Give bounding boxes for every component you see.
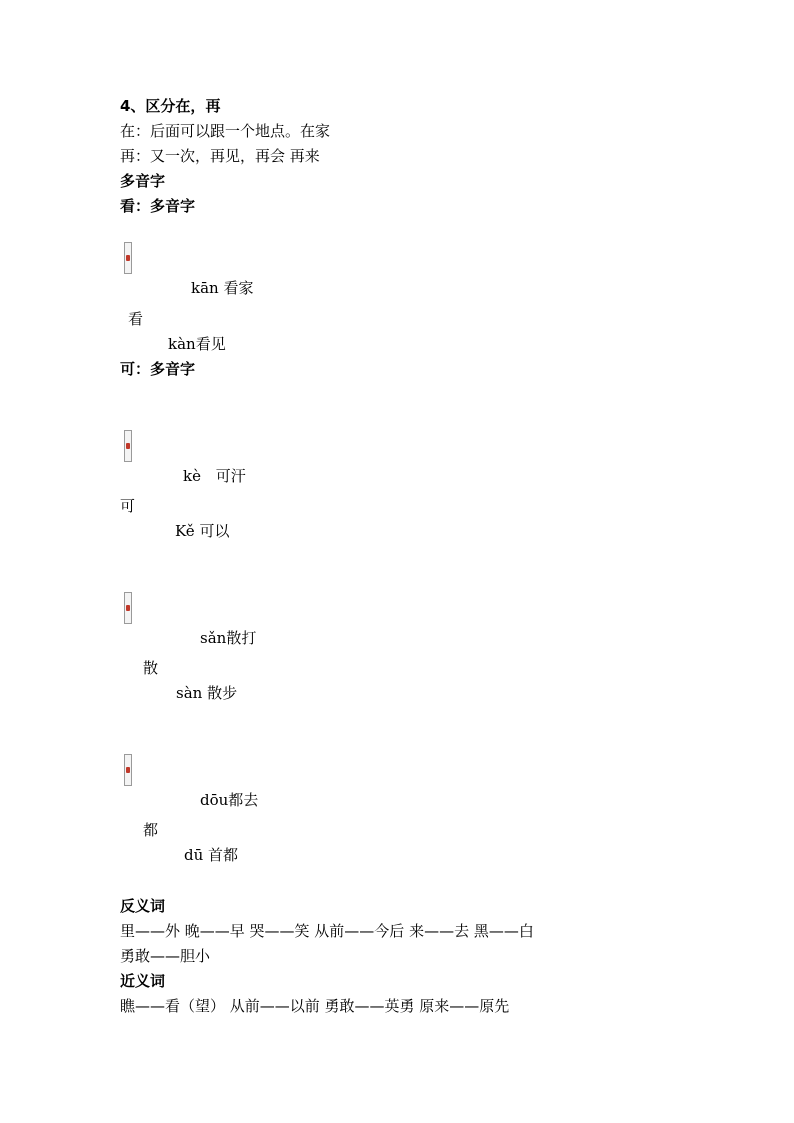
pinyin: sàn — [176, 684, 203, 702]
polyphone-char: 看 — [128, 310, 144, 328]
synonyms-line: 瞧——看（望） 从前——以前 勇敢——英勇 原来——原先 — [120, 997, 510, 1015]
antonyms-line: 里——外 晚——早 哭——笑 从前——今后 来——去 黑——白 — [120, 922, 534, 940]
example-word: 看家 — [223, 279, 254, 297]
pinyin: kān — [191, 279, 219, 297]
pinyin: kè — [183, 467, 201, 485]
reading-row — [168, 334, 226, 354]
polyphone-char: 散 — [143, 659, 159, 677]
example-word: 散步 — [207, 684, 238, 702]
example-word: 可以 — [199, 522, 230, 540]
antonyms-heading: 反义词 — [120, 897, 166, 915]
reading-row — [176, 683, 237, 703]
kan-heading: 看：多音字 — [120, 197, 196, 215]
ke-heading: 可：多音字 — [120, 360, 196, 378]
broken-image-icon — [124, 242, 132, 274]
polyphone-char: 都 — [143, 821, 159, 839]
polyphone-heading: 多音字 — [120, 172, 166, 190]
pinyin: dū — [184, 846, 204, 864]
broken-image-icon — [124, 592, 132, 624]
broken-image-icon — [124, 430, 132, 462]
pinyin: Kě — [175, 522, 195, 540]
section-heading: 4、区分在，再 — [120, 97, 221, 115]
broken-image-icon — [124, 754, 132, 786]
example-word: 可汗 — [215, 467, 246, 485]
reading-row — [183, 466, 246, 486]
reading-row — [191, 278, 254, 298]
antonyms-line: 勇敢——胆小 — [120, 947, 211, 965]
pinyin: sǎn — [200, 629, 227, 647]
reading-row — [175, 521, 229, 541]
reading-row — [184, 845, 238, 865]
example-word: 看见 — [195, 335, 226, 353]
example-word: 散打 — [226, 629, 257, 647]
polyphone-char: 可 — [120, 497, 136, 515]
pinyin: kàn — [168, 335, 196, 353]
synonyms-heading: 近义词 — [120, 972, 166, 990]
reading-row — [200, 628, 256, 648]
zai-explanation: 在：后面可以跟一个地点。在家 — [120, 122, 331, 140]
example-word: 都去 — [228, 791, 259, 809]
example-word: 首都 — [208, 846, 239, 864]
reading-row — [200, 790, 258, 810]
zai2-explanation: 再：又一次，再见，再会 再来 — [120, 147, 320, 165]
pinyin: dōu — [200, 791, 229, 809]
